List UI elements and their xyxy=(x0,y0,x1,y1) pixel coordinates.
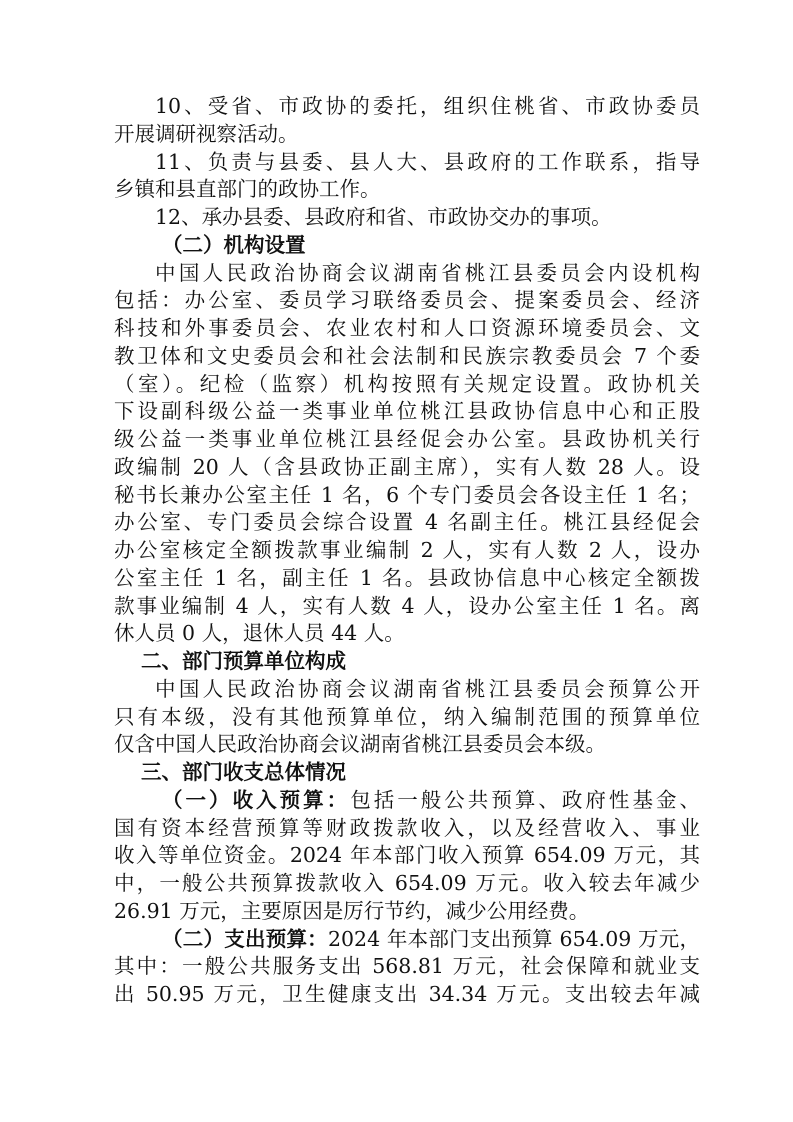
paragraph-line: 政编制 20 人（含县政协正副主席），实有人数 28 人。设 xyxy=(114,454,700,479)
inline-heading: （二）支出预算： xyxy=(162,926,328,951)
document-page xyxy=(114,93,700,1009)
paragraph-line: 中，一般公共预算拨款收入 654.09 万元。收入较去年减少 xyxy=(114,871,700,895)
line-text: 2024 年本部门支出预算 654.09 万元， xyxy=(327,926,701,951)
paragraph-line: （室）。纪检（监察）机构按照有关规定设置。政协机关 xyxy=(114,371,700,396)
section-heading: 三、部门收支总体情况 xyxy=(141,760,346,784)
paragraph-line: 办公室核定全额拨款事业编制 2 人，实有人数 2 人，设办 xyxy=(114,538,700,562)
paragraph-line: 只有本级，没有其他预算单位，纳入编制范围的预算单位 xyxy=(114,704,700,729)
paragraph-line: 办公室、专门委员会综合设置 4 名副主任。桃江县经促会 xyxy=(114,510,700,535)
paragraph-line: 收入等单位资金。2024 年本部门收入预算 654.09 万元，其 xyxy=(114,843,700,868)
paragraph-line: 休人员 0 人，退休人员 44 人。 xyxy=(114,621,405,646)
paragraph-line: 开展调研视察活动。 xyxy=(114,121,299,146)
paragraph-line: 11、负责与县委、县人大、县政府的工作联系，指导 xyxy=(155,149,700,174)
paragraph-line: 12、承办县委、县政府和省、市政协交办的事项。 xyxy=(155,205,612,229)
paragraph-line: 乡镇和县直部门的政协工作。 xyxy=(114,177,381,202)
paragraph-line: 包括：办公室、委员学习联络委员会、提案委员会、经济 xyxy=(114,288,700,313)
paragraph-line: 教卫体和文史委员会和社会法制和民族宗教委员会 7 个委 xyxy=(114,343,700,368)
inline-heading: （一）收入预算： xyxy=(162,787,351,812)
paragraph-line: 仅含中国人民政治协商会议湖南省桃江县委员会本级。 xyxy=(114,732,606,757)
paragraph-line xyxy=(114,787,700,815)
paragraph-line: 26.91 万元，主要原因是厉行节约，减少公用经费。 xyxy=(114,898,590,923)
line-text: 包括一般公共预算、政府性基金、 xyxy=(350,787,701,812)
paragraph-line: 秘书长兼办公室主任 1 名，6 个专门委员会各设主任 1 名； xyxy=(114,482,700,507)
paragraph-line: 级公益一类事业单位桃江县经促会办公室。县政协机关行 xyxy=(114,427,700,451)
paragraph-line: 其中：一般公共服务支出 568.81 万元，社会保障和就业支 xyxy=(114,954,700,979)
paragraph-line: 中国人民政治协商会议湖南省桃江县委员会内设机构 xyxy=(155,260,700,285)
paragraph-line: 科技和外事委员会、农业农村和人口资源环境委员会、文 xyxy=(114,316,700,340)
paragraph-line: 中国人民政治协商会议湖南省桃江县委员会预算公开 xyxy=(155,676,700,701)
paragraph-line: 款事业编制 4 人，实有人数 4 人，设办公室主任 1 名。离 xyxy=(114,593,700,618)
paragraph-line: 国有资本经营预算等财政拨款收入，以及经营收入、事业 xyxy=(114,815,700,840)
section-heading: 二、部门预算单位构成 xyxy=(141,649,346,673)
subsection-heading: （二）机构设置 xyxy=(162,232,306,257)
paragraph-line: 10、受省、市政协的委托，组织住桃省、市政协委员 xyxy=(155,94,700,118)
paragraph-line: 下设副科级公益一类事业单位桃江县政协信息中心和正股 xyxy=(114,399,700,424)
paragraph-line xyxy=(114,926,700,954)
paragraph-line: 公室主任 1 名，副主任 1 名。县政协信息中心核定全额拨 xyxy=(114,565,700,590)
paragraph-line: 出 50.95 万元，卫生健康支出 34.34 万元。支出较去年减 xyxy=(114,982,700,1006)
